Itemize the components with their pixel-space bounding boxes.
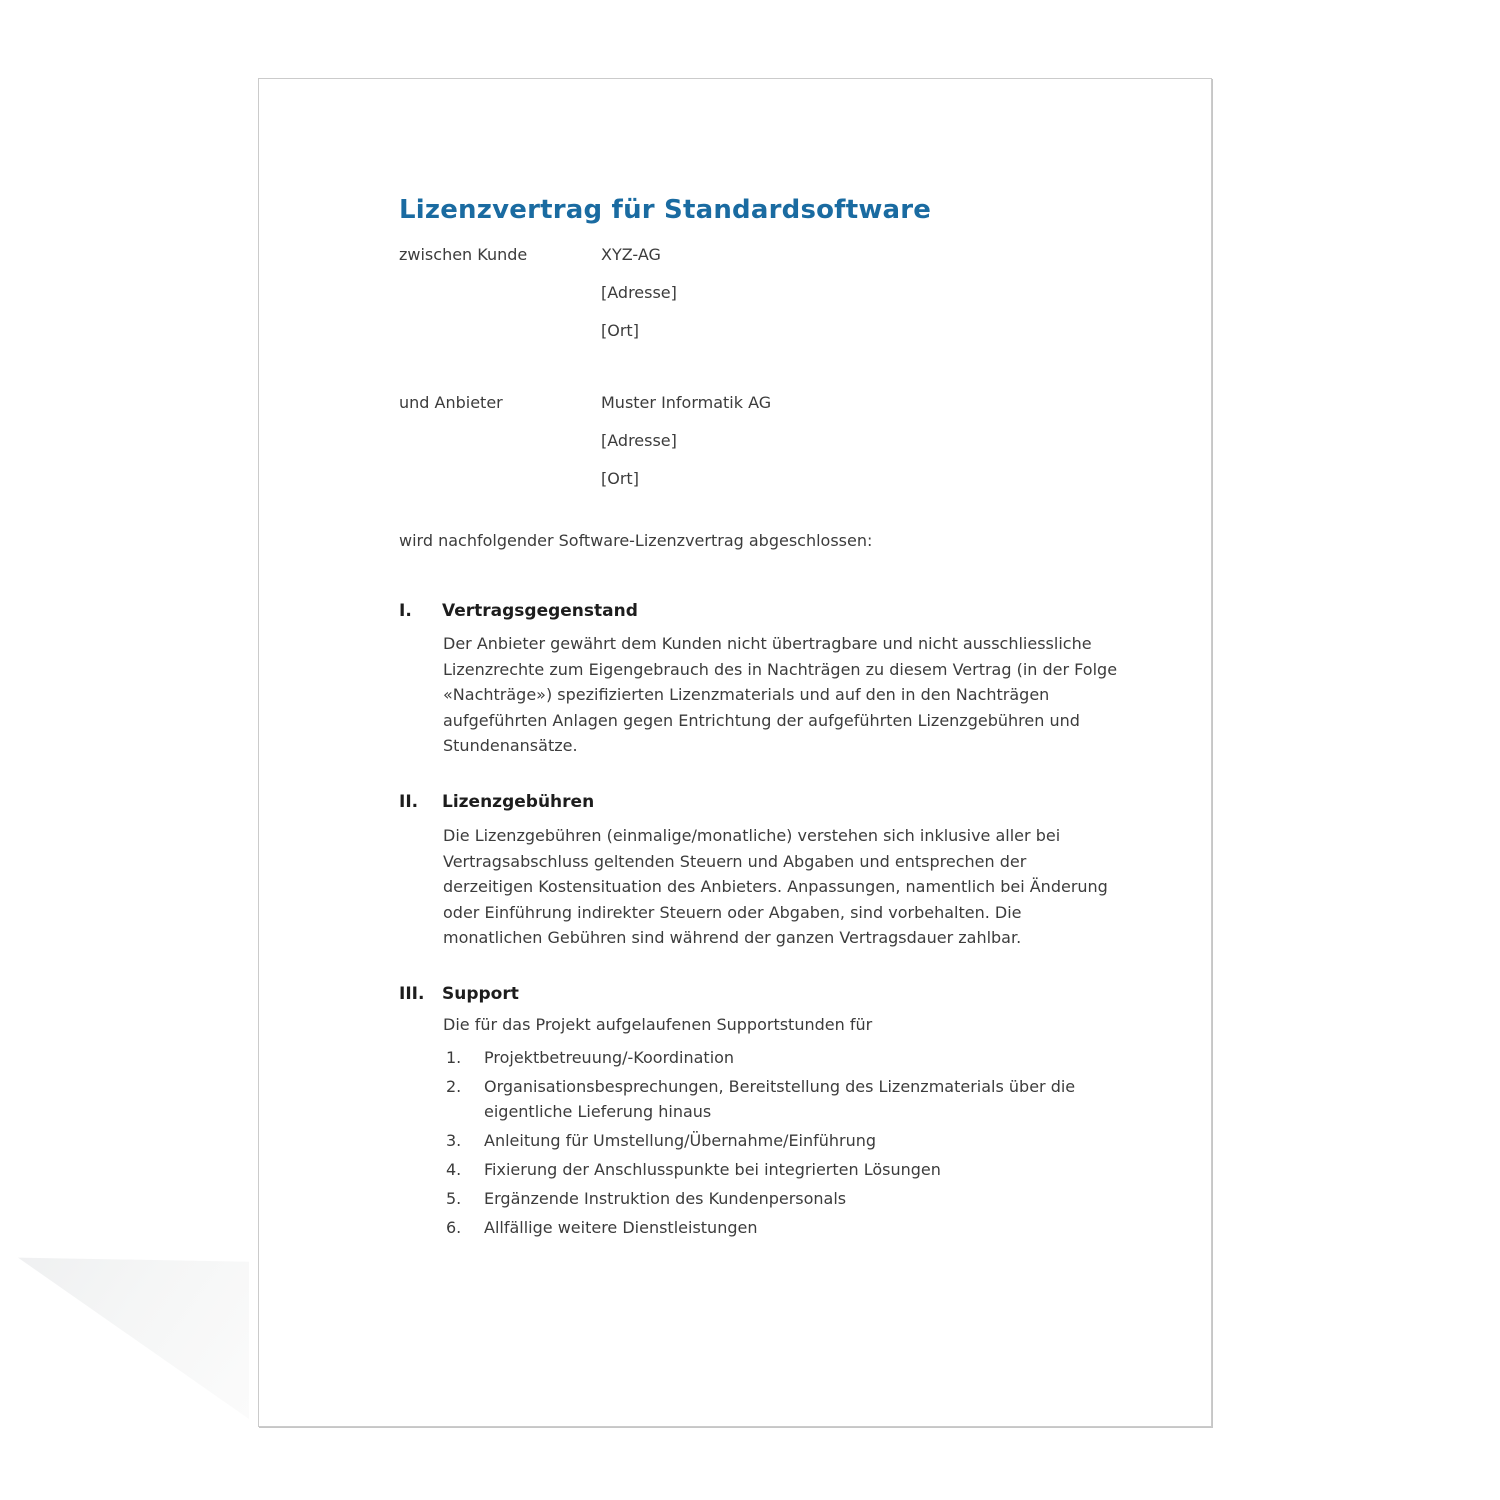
section-2-number: II. (399, 792, 419, 812)
section-3-number: III. (399, 984, 425, 1004)
party-customer-label: zwischen Kunde (399, 245, 528, 264)
list-item-number: 4. (446, 1160, 462, 1179)
list-item-text: Organisationsbesprechungen, Bereitstellung des Lizenzmaterials über die eigentliche Lieferung hinaus (484, 1077, 1076, 1121)
party-customer-address-placeholder: [Adresse] (601, 283, 677, 302)
preamble-text: wird nachfolgender Software-Lizenzvertrag abgeschlossen: (399, 531, 873, 550)
party-customer-city-placeholder: [Ort] (601, 321, 639, 340)
party-provider-label: und Anbieter (399, 393, 503, 412)
list-item-number: 2. (446, 1077, 462, 1096)
list-item-number: 3. (446, 1131, 462, 1150)
section-2-heading: Lizenzgebühren (442, 792, 595, 812)
list-item-text: Projektbetreuung/-Koordination (484, 1048, 735, 1067)
section-1-body: Der Anbieter gewährt dem Kunden nicht übertragbare und nicht ausschliessliche Lizenzrechte zum Eigengebrauch des in Nachträgen zu diesem Vertrag (in der Folge «Nachträge») spezifizierten Lizenzmaterials und auf den in den Nachträgen aufgeführten Anlagen gegen Entrichtung der aufgeführten Lizenzgebühren und Stundenansätze. (443, 634, 1118, 755)
party-provider-city-placeholder: [Ort] (601, 469, 639, 488)
party-customer-name: XYZ-AG (601, 245, 661, 264)
section-1-number: I. (399, 601, 412, 621)
list-item-number: 6. (446, 1218, 462, 1237)
list-item (446, 1157, 1126, 1182)
list-item (446, 1128, 1126, 1153)
section-2-body: Die Lizenzgebühren (einmalige/monatliche) verstehen sich inklusive aller bei Vertragsabschluss geltenden Steuern und Abgaben und entsprechen der derzeitigen Kostensituation des Anbieters. Anpassungen, namentlich bei Änderung oder Einführung indirekter Steuern oder Abgaben, sind vorbehalten. Die monatlichen Gebühren sind während der ganzen Vertragsdauer zahlbar. (443, 826, 1108, 947)
section-1-heading: Vertragsgegenstand (442, 601, 638, 621)
list-item-number: 1. (446, 1048, 462, 1067)
page-reflection (18, 1256, 249, 1419)
list-item-text: Anleitung für Umstellung/Übernahme/Einführung (484, 1131, 877, 1150)
document-page (258, 78, 1212, 1427)
list-item-text: Ergänzende Instruktion des Kundenpersonals (484, 1189, 847, 1208)
list-item-number: 5. (446, 1189, 462, 1208)
list-item (446, 1215, 1126, 1240)
list-item (446, 1074, 1126, 1124)
list-item-text: Fixierung der Anschlusspunkte bei integrierten Lösungen (484, 1160, 941, 1179)
support-list (446, 1045, 1126, 1244)
section-3-heading: Support (442, 984, 519, 1004)
section-3-intro: Die für das Projekt aufgelaufenen Supportstunden für (443, 1015, 873, 1034)
list-item (446, 1186, 1126, 1211)
list-item (446, 1045, 1126, 1070)
party-provider-address-placeholder: [Adresse] (601, 431, 677, 450)
document-title: Lizenzvertrag für Standardsoftware (399, 195, 932, 225)
list-item-text: Allfällige weitere Dienstleistungen (484, 1218, 758, 1237)
party-provider-name: Muster Informatik AG (601, 393, 772, 412)
